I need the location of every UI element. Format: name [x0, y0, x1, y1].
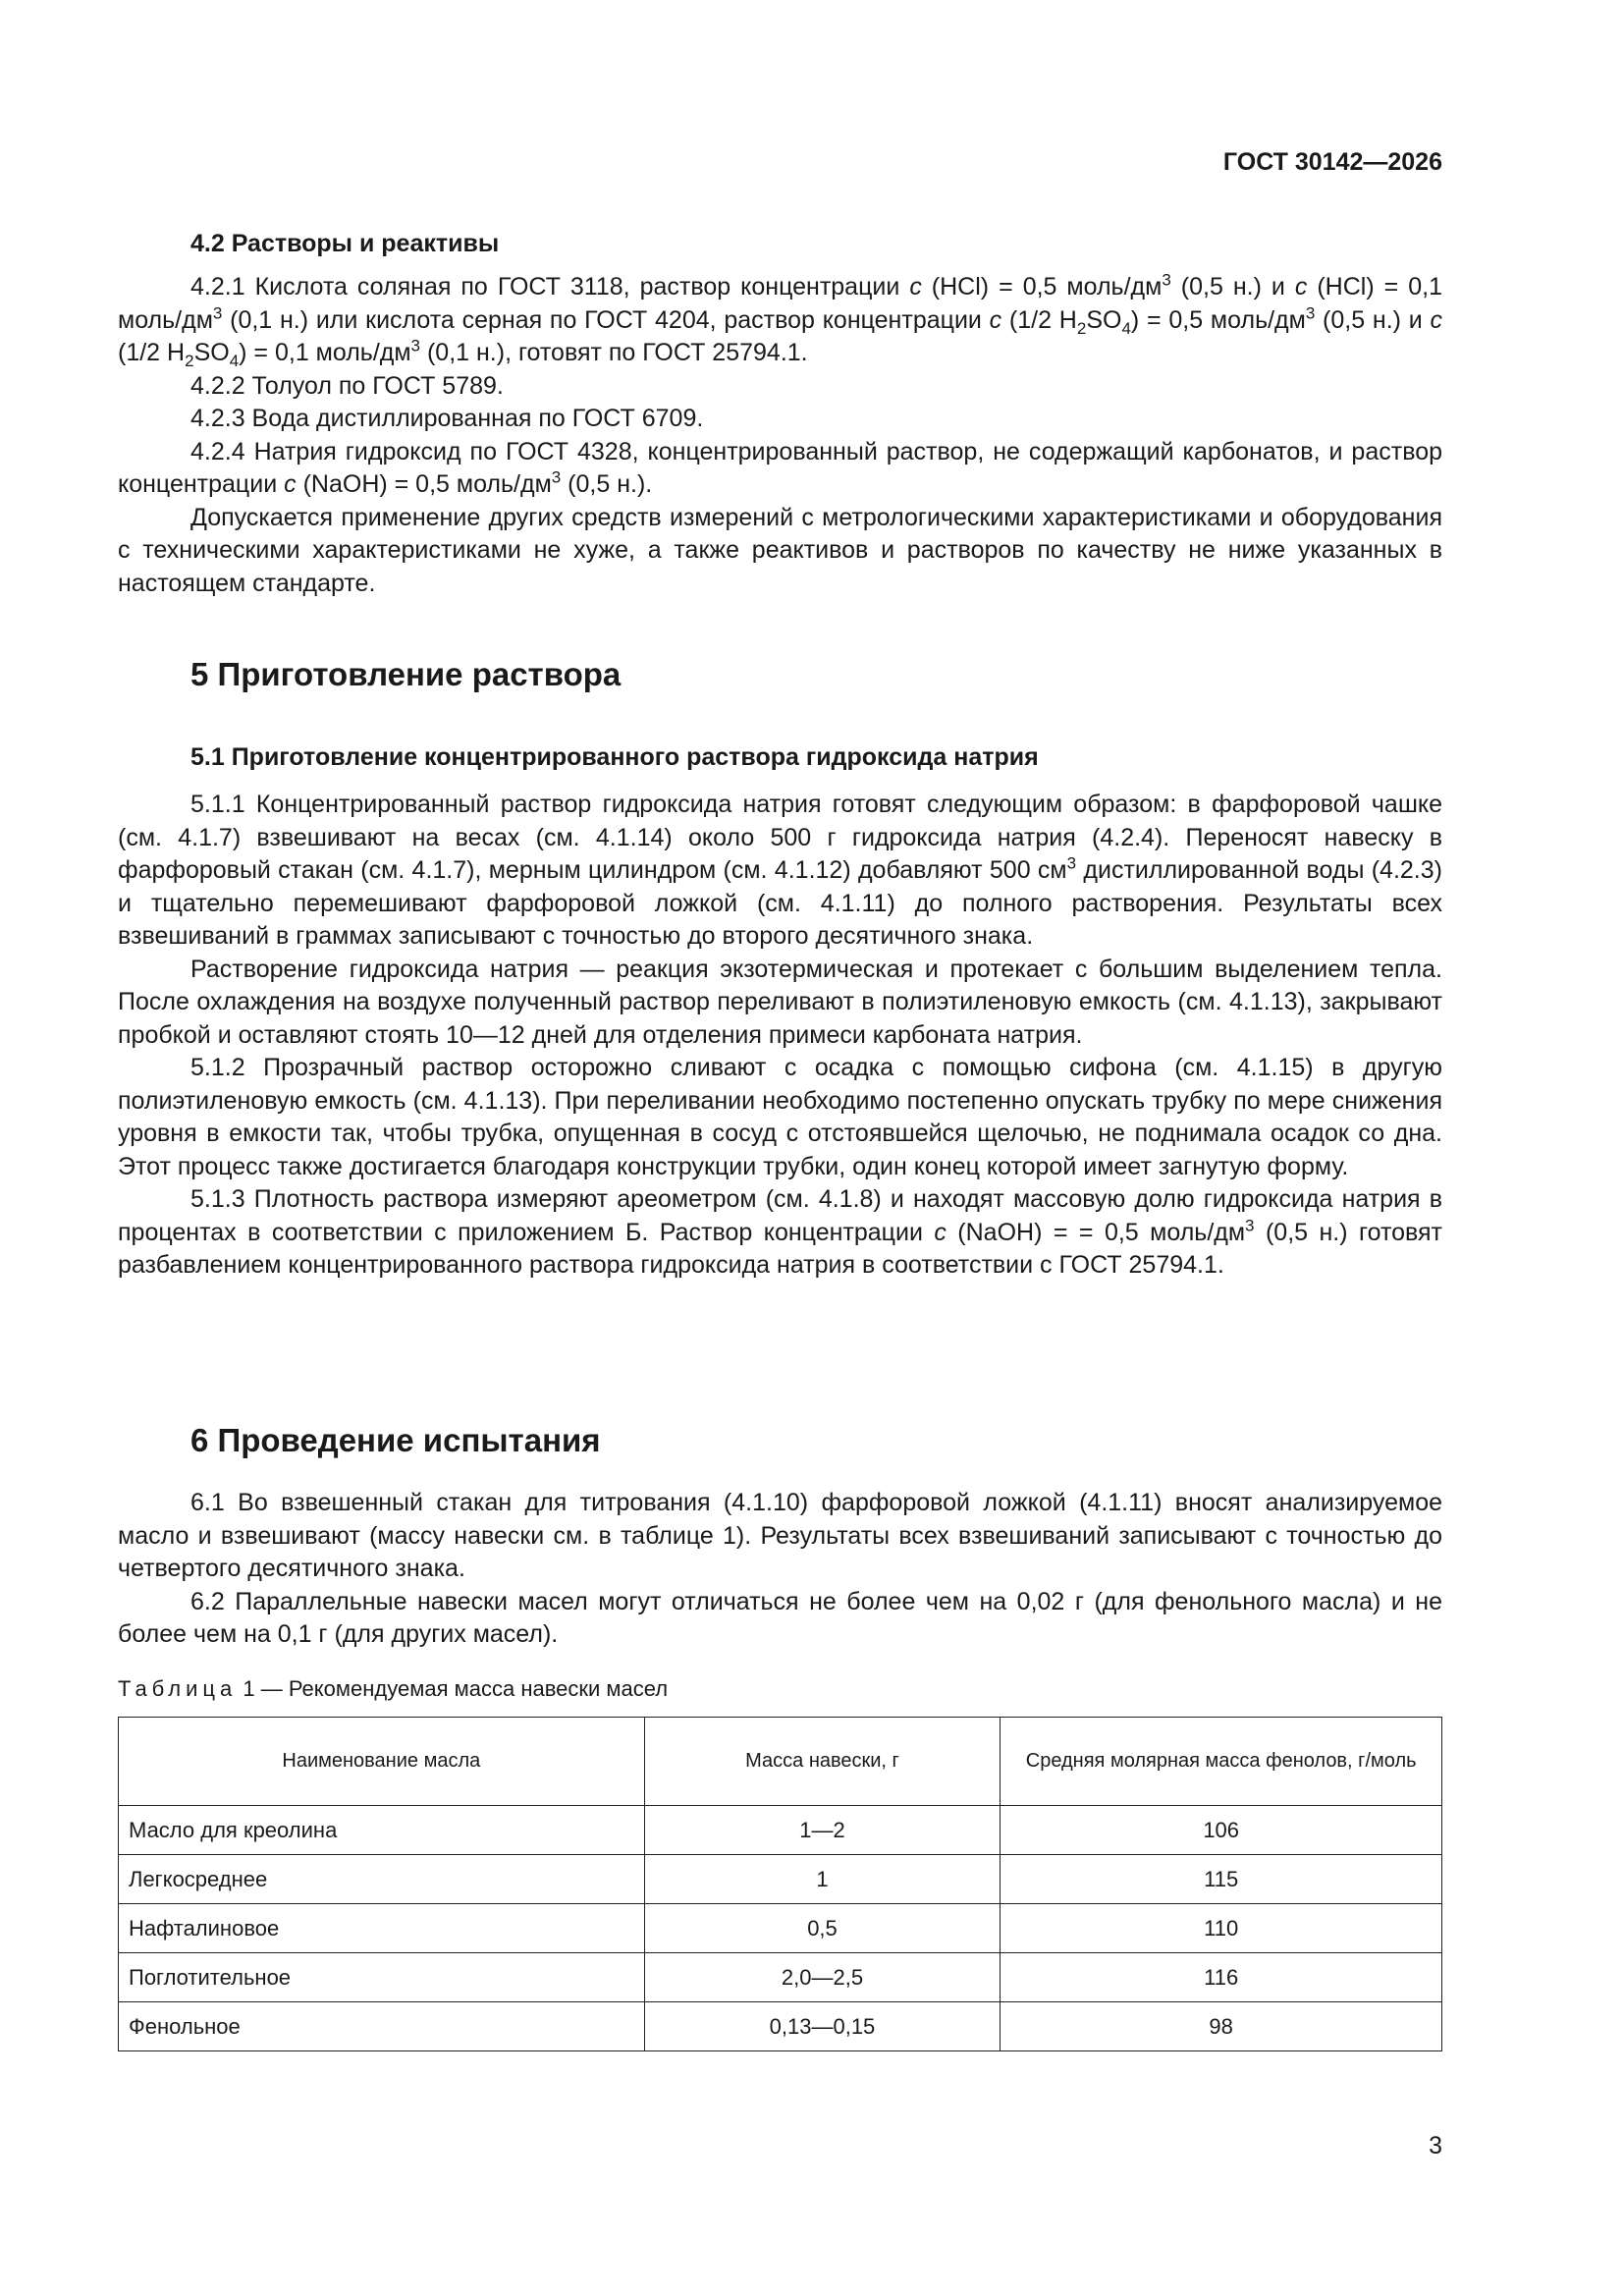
- oil-name-cell: Легкосреднее: [119, 1855, 645, 1904]
- sample-mass-cell: 0,13—0,15: [644, 2002, 1001, 2051]
- document-header: ГОСТ 30142—2026: [1222, 148, 1442, 176]
- table-1: [118, 1717, 1442, 2051]
- section-5-1-title: 5.1 Приготовление концентрированного раствора гидроксида натрия: [190, 743, 1039, 771]
- paragraph-4-2-1: 4.2.1 Кислота соляная по ГОСТ 3118, раствор концентрации c (HCl) = 0,5 моль/$дм^3$ (0,5 н.) и c (HCl) = 0,1 моль/$дм^3$ (0,1 н.) или кислота серная по ГОСТ 4204, раствор концентрации c (1/2 $H_2SO_4) = 0,5$ моль/$дм^3$ (0,5 н.) и c (1/2 $H_2SO_4) = 0,1$ моль/$дм^3$ (0,1 н.), готовят по ГОСТ 25794.1.: [118, 270, 1443, 370]
- section-6-title: 6 Проведение испытания: [190, 1422, 601, 1458]
- section-4-2-title: 4.2 Растворы и реактивы: [190, 230, 500, 257]
- sample-mass-cell: 0,5: [644, 1904, 1001, 1953]
- molar-mass-cell: 98: [1001, 2002, 1442, 2051]
- paragraph-4-2-1-to-4-2-5: [118, 271, 1442, 600]
- table-row: [119, 1806, 1442, 1855]
- sample-mass-cell: 1—2: [644, 1806, 1001, 1855]
- table-row: [119, 2002, 1442, 2051]
- table-row: [119, 1904, 1442, 1953]
- molar-mass-cell: 110: [1001, 1904, 1442, 1953]
- section-5-title: 5 Приготовление раствора: [190, 656, 622, 692]
- column-header-oil-name: Наименование масла: [119, 1718, 645, 1806]
- table-1-caption: Таблица 1 — Рекомендуемая масса навески масел: [118, 1676, 669, 1701]
- oil-name-cell: Фенольное: [119, 2002, 645, 2051]
- paragraph-5-1-2: 5.1.2 Прозрачный раствор осторожно сливают с осадка с помощью сифона (см. 4.1.15) в другую полиэтиленовую емкость (см. 4.1.13). При переливании необходимо постепенно опускать трубку по мере снижения уровня в емкости так, чтобы трубка, опущенная в сосуд с отстоявшейся щелочью, не поднимала осадок со дна. Этот процесс также достигается благодаря конструкции трубки, один конец которой имеет загнутую форму.: [118, 1054, 1442, 1180]
- oil-name-cell: Поглотительное: [119, 1953, 645, 2002]
- molar-mass-cell: 106: [1001, 1806, 1442, 1855]
- paragraph-6-2: 6.2 Параллельные навески масел могут отличаться не более чем на 0,02 г (для фенольного масла) и не более чем на 0,1 г (для других масел).: [118, 1587, 1442, 1648]
- oil-name-cell: Масло для креолина: [119, 1806, 645, 1855]
- table-row: [119, 1953, 1442, 2002]
- paragraph-6-1: 6.1 Во взвешенный стакан для титрования (4.1.10) фарфоровой ложкой (4.1.11) вносят анализируемое масло и взвешивают (массу навески см. в таблице 1). Результаты всех взвешиваний записывают с точностью до четвертого десятичного знака.: [118, 1489, 1442, 1582]
- paragraph-4-2-4: 4.2.4 Натрия гидроксид по ГОСТ 4328, концентрированный раствор, не содержащий карбонатов, и раствор концентрации c (NaOH) = 0,5 моль/$дм^3$ (0,5 н.).: [118, 437, 1442, 498]
- paragraph-5-1-1: 5.1.1 Концентрированный раствор гидроксида натрия готовят следующим образом: в фарфоровой чашке (см. 4.1.7) взвешивают на весах (см. 4.1.14) около 500 г гидроксида натрия (4.2.4). Переносят навеску в фарфоровый стакан (см. 4.1.7), мерным цилиндром (см. 4.1.12) добавляют 500 $см^3$ дистиллированной воды (4.2.3) и тщательно перемешивают фарфоровой ложкой (см. 4.1.11) до полного растворения. Результаты всех взвешиваний в граммах записывают с точностью до второго десятичного знака.: [118, 791, 1442, 950]
- paragraph-5-1-3: 5.1.3 Плотность раствора измеряют ареометром (см. 4.1.8) и находят массовую долю гидроксида натрия в процентах в соответствии с приложением Б. Раствор концентрации c (NaOH) = = 0,5 моль/$дм^3$ (0,5 н.) готовят разбавлением концентрированного раствора гидроксида натрия в соответствии с ГОСТ 25794.1.: [118, 1185, 1442, 1279]
- section-5-1-text: [118, 789, 1442, 1283]
- sample-mass-cell: 2,0—2,5: [644, 1953, 1001, 2002]
- oil-name-cell: Нафталиновое: [119, 1904, 645, 1953]
- molar-mass-cell: 116: [1001, 1953, 1442, 2002]
- molar-mass-cell: 115: [1001, 1855, 1442, 1904]
- table-row: [119, 1855, 1442, 1904]
- table-header-row: [119, 1718, 1442, 1806]
- section-6-text: [118, 1487, 1442, 1652]
- paragraph-allowance: Допускается применение других средств измерений с метрологическими характеристиками и оборудования с техническими характеристиками не хуже, а также реактивов и растворов по качеству не ниже указанных в настоящем стандарте.: [118, 503, 1442, 597]
- page-number: 3: [1429, 2132, 1442, 2159]
- paragraph-4-2-3: 4.2.3 Вода дистиллированная по ГОСТ 6709.: [190, 405, 704, 432]
- sample-mass-cell: 1: [644, 1855, 1001, 1904]
- paragraph-4-2-2: 4.2.2 Толуол по ГОСТ 5789.: [190, 371, 504, 400]
- paragraph-5-1-1-note: Растворение гидроксида натрия — реакция экзотермическая и протекает с большим выделением тепла. После охлаждения на воздухе полученный раствор переливают в полиэтиленовую емкость (см. 4.1.13), закрывают пробкой и оставляют стоять 10—12 дней для отделения примеси карбоната натрия.: [118, 955, 1442, 1049]
- column-header-sample-mass: Масса навески, г: [644, 1718, 1001, 1806]
- column-header-molar-mass: Средняя молярная масса фенолов, г/моль: [1001, 1718, 1442, 1806]
